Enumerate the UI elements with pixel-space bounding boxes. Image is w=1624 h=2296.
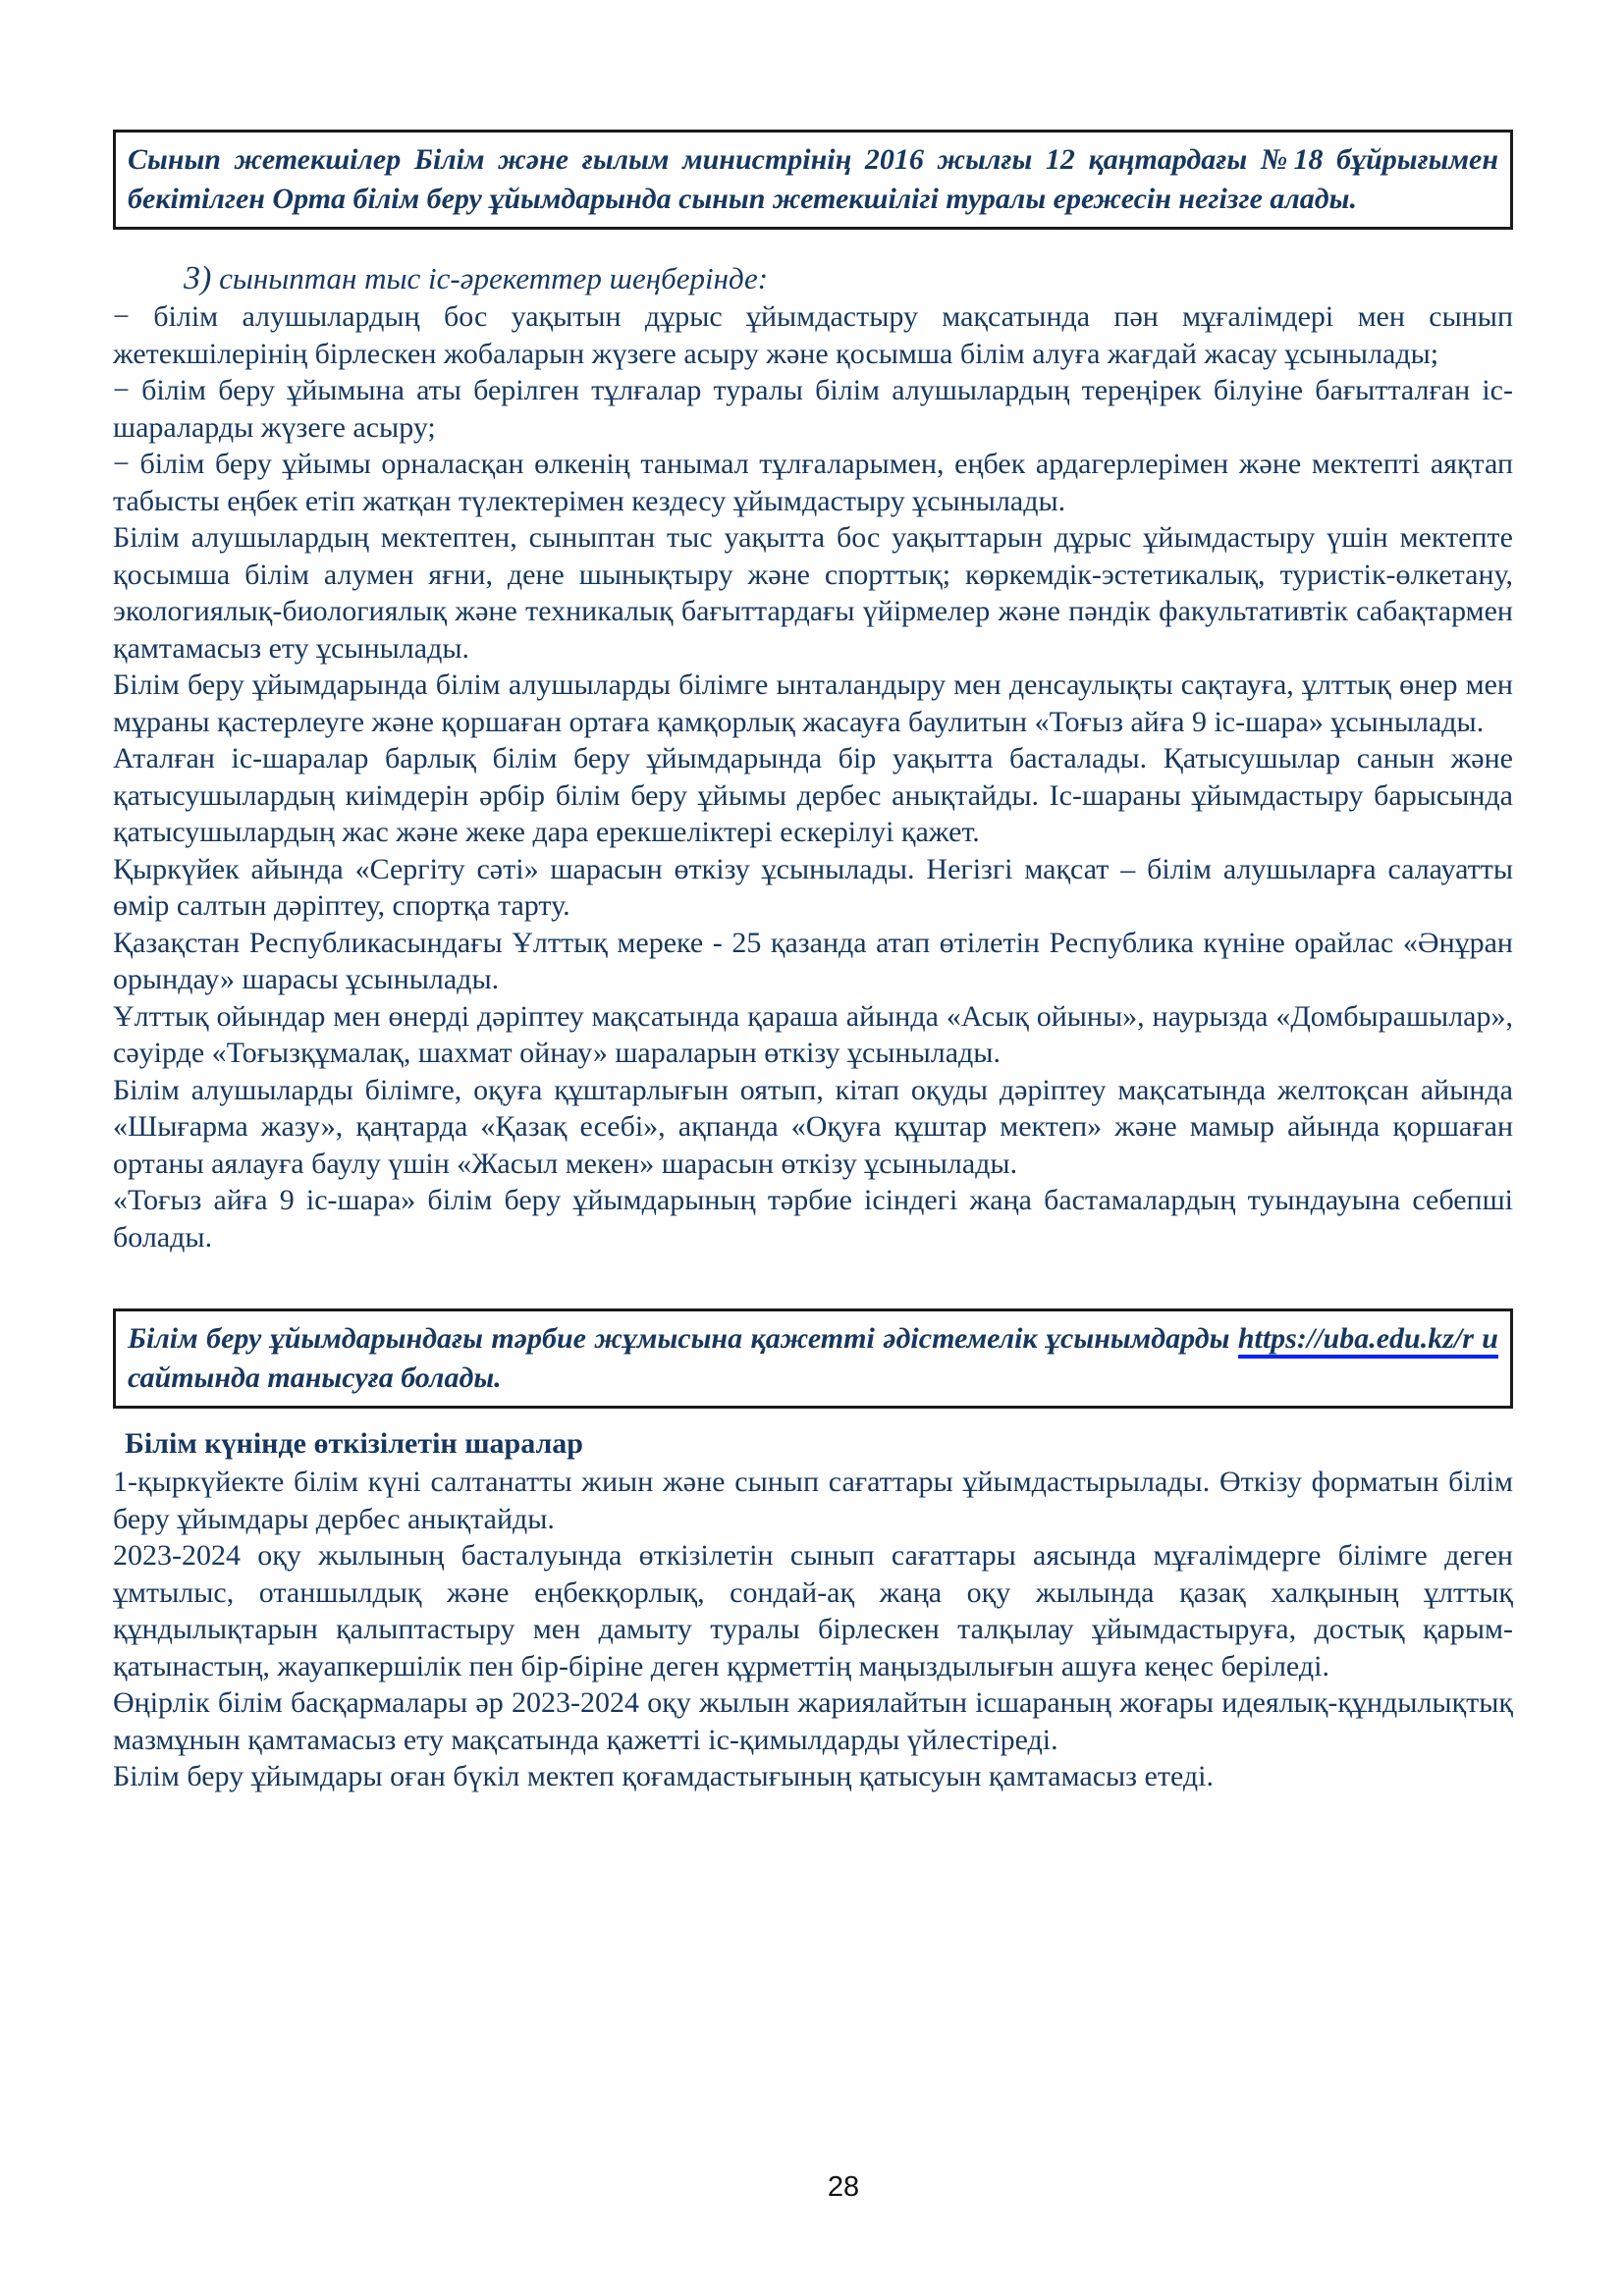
section-heading-number: 3) — [184, 260, 212, 296]
paragraph: 2023-2024 оқу жылының басталуында өткізілетін сынып сағаттары аясында мұғалімдерге білімге деген ұмтылыс, отаншылдық және еңбекқорлық, сондай-ақ жаңа оқу жылында қазақ халқының ұлттық құндылықтарын қалыптастыру мен дамыту туралы бірлескен талқылау ұйымдастыруға, достық қарым-қатынастың, жауапкершілік пен бір-біріне деген құрметтің маңыздылығын ашуға кеңес беріледі. — [113, 1539, 1513, 1682]
paragraph: − білім алушылардың бос уақытын дұрыс ұйымдастыру мақсатында пән мұғалімдері мен сынып жетекшілерінің бірлескен жобаларын жүзеге асыру және қосымша білім алуға жағдай жасау ұсынылады; — [113, 300, 1513, 370]
knowledge-day-heading: Білім күнінде өткізілетін шаралар — [125, 1427, 583, 1460]
box2-text-before: Білім беру ұйымдарындағы тәрбие жұмысына қажетті әдістемелік ұсынымдарды — [128, 1322, 1230, 1355]
paragraph: Білім беру ұйымдары оған бүкіл мектеп қоғамдастығының қатысуын қамтамасыз етеді. — [113, 1760, 1214, 1792]
paragraph: Қыркүйек айында «Сергіту сәті» шарасын өткізу ұсынылады. Негізгі мақсат – білім алушыларға салауатты өмір салтын дәріптеу, спортқа тарту. — [113, 852, 1513, 922]
paragraph: Өңірлік білім басқармалары әр 2023-2024 оқу жылын жариялайтын ісшараның жоғары идеялық-құндылықтық мазмұнын қамтамасыз ету мақсатында қажетті іс-қимылдарды үйлестіреді. — [113, 1686, 1513, 1756]
paragraph: Білім алушылардың мектептен, сыныптан тыс уақытта бос уақыттарын дұрыс ұйымдастыру үшін мектепте қосымша білім алумен яғни, дене шынықтыру және спорттық; көркемдік-эстетикалық, туристік-өлкетану, экологиялық-биологиялық және техникалық бағыттардағы үйірмелер және пәндік факультативтік сабақтармен қамтамасыз ету ұсынылады. — [113, 521, 1513, 665]
section-heading — [113, 259, 1513, 298]
page-content — [113, 0, 1513, 1795]
paragraph: Аталған іс-шаралар барлық білім беру ұйымдарында бір уақытта басталады. Қатысушылар санын және қатысушылардың киімдерін әрбір білім беру ұйымы дербес анықтайды. Іс-шараны ұйымдастыру барысында қатысушылардың жас және жеке дара ерекшеліктері ескерілуі қажет. — [113, 742, 1513, 848]
paragraph: Білім беру ұйымдарында білім алушыларды білімге ынталандыру мен денсаулықты сақтауға, ұлттық өнер мен мұраны қастерлеуге және қоршаған ортаға қамқорлық жасауға баулитын «Тоғыз айға 9 іс-шара» ұсынылады. — [113, 668, 1513, 738]
methodical-recommendations-box — [113, 1308, 1513, 1409]
page-number: 28 — [827, 2171, 860, 2203]
box2-text-after: сайтында танысуға болады. — [128, 1362, 502, 1394]
paragraph: − білім беру ұйымына аты берілген тұлғалар туралы білім алушылардың тереңірек білуіне бағытталған іс-шараларды жүзеге асыру; — [113, 374, 1513, 444]
paragraph: 1-қыркүйекте білім күні салтанатты жиын және сынып сағаттары ұйымдастырылады. Өткізу форматын білім беру ұйымдары дербес анықтайды. — [113, 1466, 1513, 1535]
regulation-note-box: Сынып жетекшілер Білім және ғылым министрінің 2016 жылғы 12 қаңтардағы №18 бұйрығымен бекітілген Орта білім беру ұйымдарында сынып жетекшілігі туралы ережесін негізге алады. — [113, 130, 1513, 230]
paragraph: Білім алушыларды білімге, оқуға құштарлығын оятып, кітап оқуды дәріптеу мақсатында желтоқсан айында «Шығарма жазу», қаңтарда «Қазақ есебі», ақпанда «Оқуға құштар мектеп» және мамыр айында қоршаған ортаны аялауға баулу үшін «Жасыл мекен» шарасын өткізу ұсынылады. — [113, 1073, 1513, 1180]
paragraph: «Тоғыз айға 9 іс-шара» білім беру ұйымдарының тәрбие ісіндегі жаңа бастамалардың туындауына себепші болады. — [113, 1184, 1513, 1254]
paragraph: Қазақстан Республикасындағы Ұлттық мереке - 25 қазанда атап өтілетін Республика күніне орайлас «Әнұран орындау» шарасы ұсынылады. — [113, 926, 1513, 995]
paragraph: Ұлттық ойындар мен өнерді дәріптеу мақсатында қараша айында «Асық ойыны», наурызда «Домбырашылар», сәуірде «Тоғызқұмалақ, шахмат ойнау» шараларын өткізу ұсынылады. — [113, 999, 1513, 1069]
section-heading-text: сыныптан тыс іс-әрекеттер шеңберінде: — [211, 261, 769, 295]
uba-edu-link[interactable]: https://uba.edu.kz/r и — [1238, 1322, 1498, 1359]
paragraph: − білім беру ұйымы орналасқан өлкенің танымал тұлғаларымен, еңбек ардагерлерімен және мектепті аяқтап табысты еңбек етіп жатқан түлектерімен кездесу ұйымдастыру ұсынылады. — [113, 448, 1513, 517]
